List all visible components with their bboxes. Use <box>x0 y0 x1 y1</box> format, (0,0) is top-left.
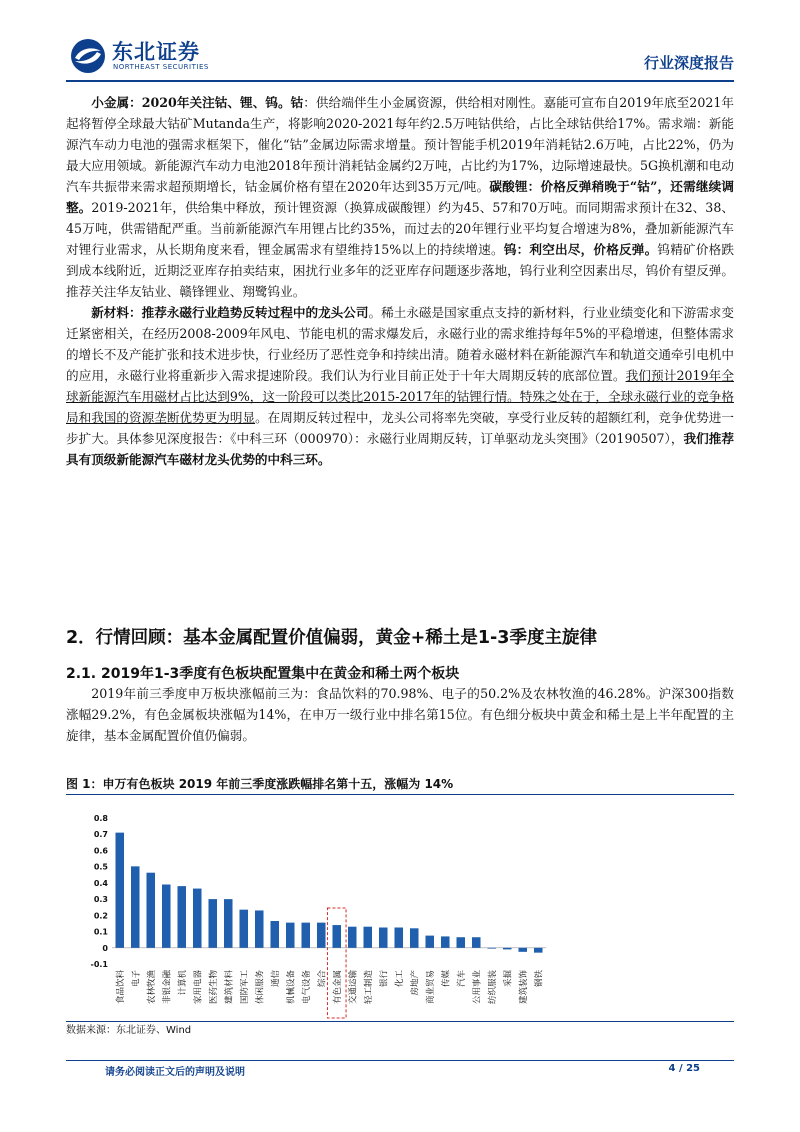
page-header <box>66 30 734 78</box>
x-tick-label: 食品饮料 <box>115 970 126 1005</box>
y-tick-label: 0.5 <box>93 862 108 872</box>
bar-化工 <box>394 928 403 948</box>
bar-计算机 <box>177 886 186 948</box>
footer-divider <box>66 1060 734 1061</box>
x-tick-label: 交通运输 <box>348 970 359 1005</box>
subsection-heading: 2.1. 2019年1-3季度有色板块配置集中在黄金和稀土两个板块 <box>66 666 460 682</box>
x-tick-label: 纺织服装 <box>487 970 498 1005</box>
y-tick-label: 0.6 <box>93 846 108 856</box>
x-tick-label: 公用事业 <box>472 970 483 1005</box>
lithium-lead: 碳酸锂：价格反弹稍晚于“钴”，还需继续调整。 <box>66 179 734 215</box>
section-heading: 2．行情回顾：基本金属配置价值偏弱，黄金+稀土是1-3季度主旋律 <box>66 628 597 648</box>
underlined-forecast: 我们预计2019年全球新能源汽车用磁材占比达到9%，这一阶段可以类比2015-2017年的钴锂行情。特殊之处在于，全球永磁行业的竞争格局和我国的资源垄断优势更为明显 <box>66 368 734 425</box>
x-tick-label: 非银金融 <box>162 970 173 1005</box>
bar-房地产 <box>410 928 419 947</box>
bar-建筑装饰 <box>518 948 527 952</box>
x-tick-label: 建筑材料 <box>224 970 235 1005</box>
bar-有色金属 <box>332 925 341 948</box>
x-tick-label: 钢铁 <box>534 970 545 988</box>
bar-机械设备 <box>286 923 295 948</box>
bar-采掘 <box>503 948 512 950</box>
paragraph-new-materials <box>66 302 734 470</box>
y-tick-label: 0.8 <box>93 814 108 823</box>
lithium-text: 2019-2021年，供给集中释放，预计锂资源（换算成碳酸锂）约为45、57和70万吨。而同期需求预计在32、38、45万吨，供需错配严重。当前新能源汽车用锂占比约35%，而过去的20年锂行业平均复合增速为8%，叠加新能源汽车对锂行业需求，从长期角度来看，锂金属需求有望维持15%以上的持续增速。 <box>66 200 734 257</box>
bar-农林牧渔 <box>146 873 155 948</box>
bar-国防军工 <box>239 910 248 948</box>
tungsten-lead: 钨：利空出尽，价格反弹。 <box>503 242 658 257</box>
bar-休闲服务 <box>255 910 264 947</box>
y-tick-label: 0.1 <box>93 927 108 937</box>
northeast-securities-logo-icon <box>70 38 106 74</box>
x-tick-label: 综合 <box>317 970 328 988</box>
bar-综合 <box>317 923 326 948</box>
new-materials-lead: 新材料：推荐永磁行业趋势反转过程中的龙头公司 <box>91 305 369 320</box>
cobalt-text: ：供给端伴生小金属资源，供给相对刚性。嘉能可宣布自2019年底至2021年起将暂停全球最大钴矿Mutanda生产，将影响2020-2021每年约2.5万吨钴供给，占比全球钴供给17%。需求端：新能源汽车动力电池的强需求框架下，催化“钴”金属边际需求增量。预计智能手机2019年消耗钴2.6万吨，占比22%，仍为最大应用领域。新能源汽车动力电池2018年预计消耗钴金属约2万吨，占比约为17%，边际增速最快。5G换机潮和电动汽车共振带来需求超预期增长，钴金属价格有望在2020年达到35万元/吨。 <box>66 95 734 194</box>
x-tick-label: 休闲服务 <box>255 970 266 1005</box>
tungsten-text: 钨精矿价格跌到成本线附近，近期泛亚库存拍卖结束，困扰行业多年的泛亚库存问题逐步落地，钨行业利空因素出尽，钨价有望反弹。推荐关注华友钴业、赣锋锂业、翔鹭钨业。 <box>66 242 735 299</box>
sector-performance-bar-chart <box>66 796 734 1020</box>
x-tick-label: 家用电器 <box>193 970 204 1005</box>
section-paragraph: 2019年前三季度申万板块涨幅前三为：食品饮料的70.98%、电子的50.2%及农林牧渔的46.28%。沪深300指数涨幅29.2%，有色金属板块涨幅为14%，在申万一级行业中排名第15位。有色细分板块中黄金和稀土是上半年配置的主旋律，基本金属配置价值仍偏弱。 <box>66 686 734 743</box>
x-tick-label: 电子 <box>131 970 142 988</box>
x-tick-label: 农林牧渔 <box>146 970 157 1005</box>
report-type-label: 行业深度报告 <box>643 54 734 72</box>
y-tick-label: 0.4 <box>93 878 108 888</box>
section-body <box>66 683 734 746</box>
bar-公用事业 <box>472 937 481 948</box>
header-divider <box>66 80 734 82</box>
bar-电子 <box>131 866 140 947</box>
bar-交通运输 <box>348 927 357 948</box>
bar-通信 <box>270 921 279 948</box>
x-tick-label: 房地产 <box>410 970 421 996</box>
paragraph-small-metals <box>66 92 734 302</box>
main-body-text <box>66 92 734 470</box>
x-tick-label: 商业贸易 <box>425 970 436 1005</box>
x-tick-label: 传媒 <box>441 970 452 988</box>
company-name-en: NORTHEAST SECURITIES <box>113 63 209 71</box>
data-source: 数据来源：东北证券、Wind <box>66 1025 192 1036</box>
x-tick-label: 汽车 <box>456 970 467 988</box>
x-tick-label: 化工 <box>394 970 405 988</box>
page-number: 4 / 25 <box>668 1063 700 1074</box>
x-tick-label: 建筑装饰 <box>518 970 529 1005</box>
bar-钢铁 <box>534 948 543 953</box>
x-tick-label: 银行 <box>379 970 390 988</box>
bar-电气设备 <box>301 923 310 948</box>
recommendation-text: 我们推荐具有顶级新能源汽车磁材龙头优势的中科三环。 <box>66 431 734 467</box>
company-name-cn: 东北证券 <box>112 40 200 64</box>
figure-title: 图 1：申万有色板块 2019 年前三季度涨跌幅排名第十五，涨幅为 14% <box>66 777 454 791</box>
bar-建筑材料 <box>224 899 233 948</box>
figure-top-rule <box>66 794 734 795</box>
x-tick-label: 医药生物 <box>208 970 219 1005</box>
small-metals-lead: 小金属：2020年关注钴、锂、钨。钴 <box>91 95 304 110</box>
bar-非银金融 <box>162 885 171 948</box>
bar-传媒 <box>441 936 450 947</box>
bar-商业贸易 <box>425 936 434 948</box>
new-materials-text: 。稀土永磁是国家重点支持的新材料，行业业绩变化和下游需求变迁紧密相关，在经历2008-2009年风电、节能电机的需求爆发后，永磁行业的需求维持每年5%的平稳增速，但整体需求的增长不及产能扩张和技术进步快，行业经历了恶性竞争和持续出清。随着永磁材料在新能源汽车和轨道交通牵引电机中的应用，永磁行业将重新步入需求提速阶段。我们认为行业目前正处于十年大周期反转的底部位置。 <box>66 305 735 383</box>
x-tick-label: 电气设备 <box>301 970 312 1005</box>
x-tick-label: 轻工制造 <box>363 970 374 1005</box>
bar-食品饮料 <box>115 833 124 948</box>
x-tick-label: 国防军工 <box>239 970 250 1005</box>
report-reference-text: 。在周期反转过程中，龙头公司将率先突破，享受行业反转的超额红利，竞争优势进一步扩大。具体参见深度报告：《中科三环（000970）：永磁行业周期反转，订单驱动龙头突围》（20190507）， <box>66 410 735 446</box>
bar-轻工制造 <box>363 927 372 948</box>
footer-disclaimer: 请务必阅读正文后的声明及说明 <box>105 1067 245 1078</box>
bar-汽车 <box>456 937 465 948</box>
y-tick-label: 0 <box>102 943 108 953</box>
x-tick-label: 通信 <box>270 970 281 988</box>
bar-医药生物 <box>208 899 217 948</box>
bar-纺织服装 <box>487 948 496 949</box>
bar-银行 <box>379 928 388 948</box>
x-tick-label: 采掘 <box>503 970 514 988</box>
y-tick-label: -0.1 <box>90 960 108 969</box>
y-tick-label: 0.2 <box>93 911 108 921</box>
y-tick-label: 0.7 <box>93 830 108 840</box>
x-tick-label: 有色金属 <box>332 970 343 1005</box>
x-tick-label: 机械设备 <box>286 970 297 1005</box>
y-tick-label: 0.3 <box>93 895 108 905</box>
x-tick-label: 计算机 <box>177 970 188 996</box>
bar-家用电器 <box>193 889 202 948</box>
